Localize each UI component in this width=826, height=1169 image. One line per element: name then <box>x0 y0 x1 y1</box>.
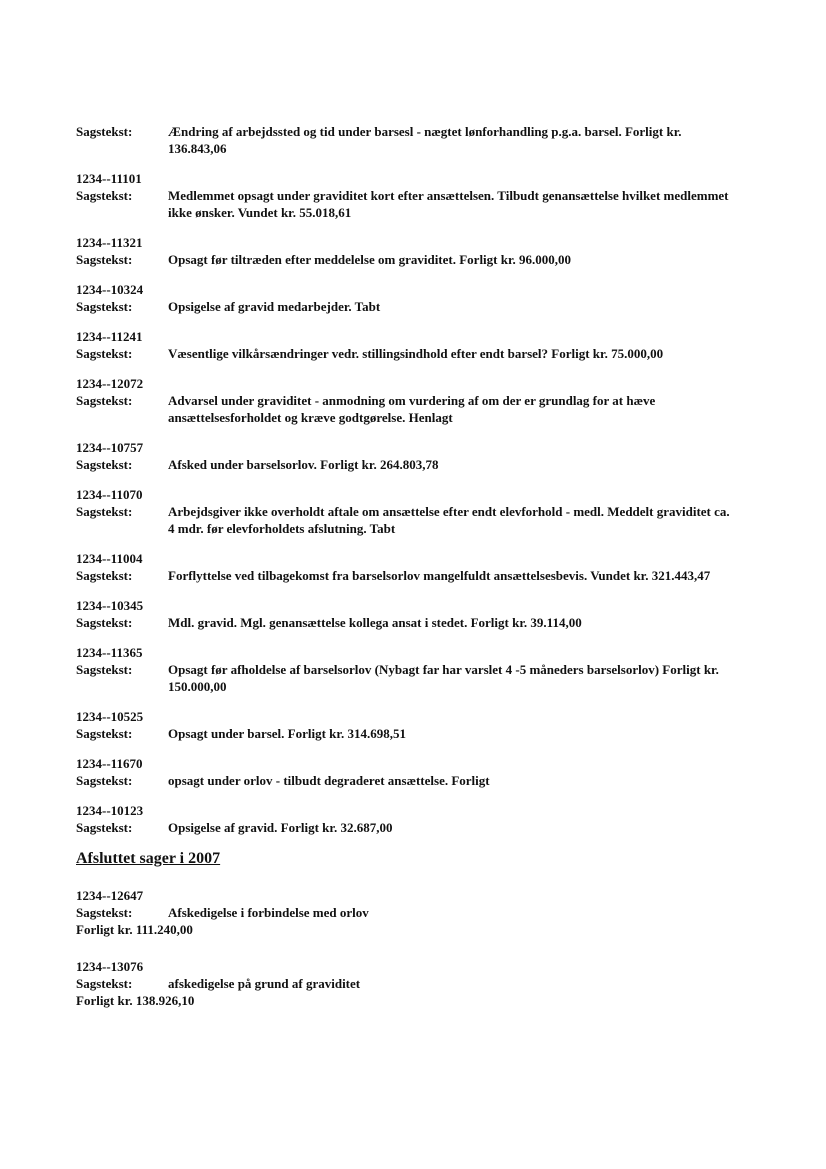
case-entry <box>76 170 736 221</box>
case-label: Sagstekst: <box>76 457 133 472</box>
case-number: 1234--10345 <box>76 598 144 613</box>
case-number: 1234--11321 <box>76 235 143 250</box>
case-entry <box>76 550 736 584</box>
case-number: 1234--13076 <box>76 959 144 974</box>
case-entry <box>76 234 736 268</box>
case-text: Medlemmet opsagt under graviditet kort efter ansættelsen. Tilbudt genansættelse hvilket medlemmet ikke ønsker. Vundet kr. 55.018,61 <box>168 188 729 220</box>
case-text: Advarsel under graviditet - anmodning om vurdering af om der er grundlag for at hæve ansættelsesforholdet og kræve godtgørelse. Henlagt <box>168 393 656 425</box>
case-label: Sagstekst: <box>76 976 133 991</box>
case-text: afskedigelse på grund af graviditet <box>168 976 361 991</box>
case-text: Opsigelse af gravid. Forligt kr. 32.687,00 <box>168 820 393 835</box>
case-entry <box>76 597 736 631</box>
case-entry <box>76 328 736 362</box>
case-text: Arbejdsgiver ikke overholdt aftale om ansættelse efter endt elevforhold - medl. Meddelt graviditet ca. 4 mdr. før elevforholdets afslutning. Tabt <box>168 504 730 536</box>
case-number: 1234--11365 <box>76 645 143 660</box>
case-label: Sagstekst: <box>76 124 133 139</box>
case-text: Opsagt under barsel. Forligt kr. 314.698,51 <box>168 726 406 741</box>
case-text: Mdl. gravid. Mgl. genansættelse kollega ansat i stedet. Forligt kr. 39.114,00 <box>168 615 582 630</box>
case-text: Væsentlige vilkårsændringer vedr. stillingsindhold efter endt barsel? Forligt kr. 75.000,00 <box>168 346 664 361</box>
case-text: Opsagt før afholdelse af barselsorlov (Nybagt far har varslet 4 -5 måneders barselsorlov) Forligt kr. 150.000,00 <box>168 662 719 694</box>
case-label: Sagstekst: <box>76 346 133 361</box>
closed-case-entry <box>76 887 736 938</box>
case-entry <box>76 439 736 473</box>
case-text: Opsagt før tiltræden efter meddelelse om graviditet. Forligt kr. 96.000,00 <box>168 252 572 267</box>
case-label: Sagstekst: <box>76 726 133 741</box>
case-number: 1234--11004 <box>76 551 143 566</box>
case-text: Afskedigelse i forbindelse med orlov <box>168 905 369 920</box>
case-entry <box>76 755 736 789</box>
case-entry <box>76 375 736 426</box>
case-label: Sagstekst: <box>76 820 133 835</box>
case-number: 1234--12072 <box>76 376 144 391</box>
case-result: Forligt kr. 138.926,10 <box>76 993 195 1008</box>
case-label: Sagstekst: <box>76 393 133 408</box>
case-number: 1234--11670 <box>76 756 143 771</box>
section-title: Afsluttet sager i 2007 <box>76 850 221 867</box>
case-label: Sagstekst: <box>76 188 133 203</box>
case-entry <box>76 281 736 315</box>
case-entry <box>76 123 736 157</box>
case-text: Forflyttelse ved tilbagekomst fra barselsorlov mangelfuldt ansættelsesbevis. Vundet kr. 321.443,47 <box>168 568 711 583</box>
case-number: 1234--10525 <box>76 709 144 724</box>
case-text: opsagt under orlov - tilbudt degraderet ansættelse. Forligt <box>168 773 490 788</box>
case-number: 1234--11241 <box>76 329 143 344</box>
document-page <box>76 123 736 1029</box>
case-number: 1234--11070 <box>76 487 143 502</box>
case-number: 1234--10757 <box>76 440 144 455</box>
case-label: Sagstekst: <box>76 905 133 920</box>
case-label: Sagstekst: <box>76 568 133 583</box>
case-text: Opsigelse af gravid medarbejder. Tabt <box>168 299 381 314</box>
case-text: Ændring af arbejdssted og tid under barsesl - nægtet lønforhandling p.g.a. barsel. Forligt kr. 136.843,06 <box>168 124 682 156</box>
case-entry <box>76 708 736 742</box>
case-label: Sagstekst: <box>76 773 133 788</box>
case-label: Sagstekst: <box>76 504 133 519</box>
closed-case-entry <box>76 958 736 1009</box>
case-label: Sagstekst: <box>76 662 133 677</box>
case-number: 1234--11101 <box>76 171 142 186</box>
case-number: 1234--10123 <box>76 803 144 818</box>
case-entry <box>76 644 736 695</box>
case-entry <box>76 486 736 537</box>
case-result: Forligt kr. 111.240,00 <box>76 922 193 937</box>
case-label: Sagstekst: <box>76 615 133 630</box>
case-label: Sagstekst: <box>76 252 133 267</box>
case-entry <box>76 802 736 836</box>
case-number: 1234--10324 <box>76 282 144 297</box>
case-label: Sagstekst: <box>76 299 133 314</box>
case-text: Afsked under barselsorlov. Forligt kr. 264.803,78 <box>168 457 439 472</box>
case-number: 1234--12647 <box>76 888 144 903</box>
